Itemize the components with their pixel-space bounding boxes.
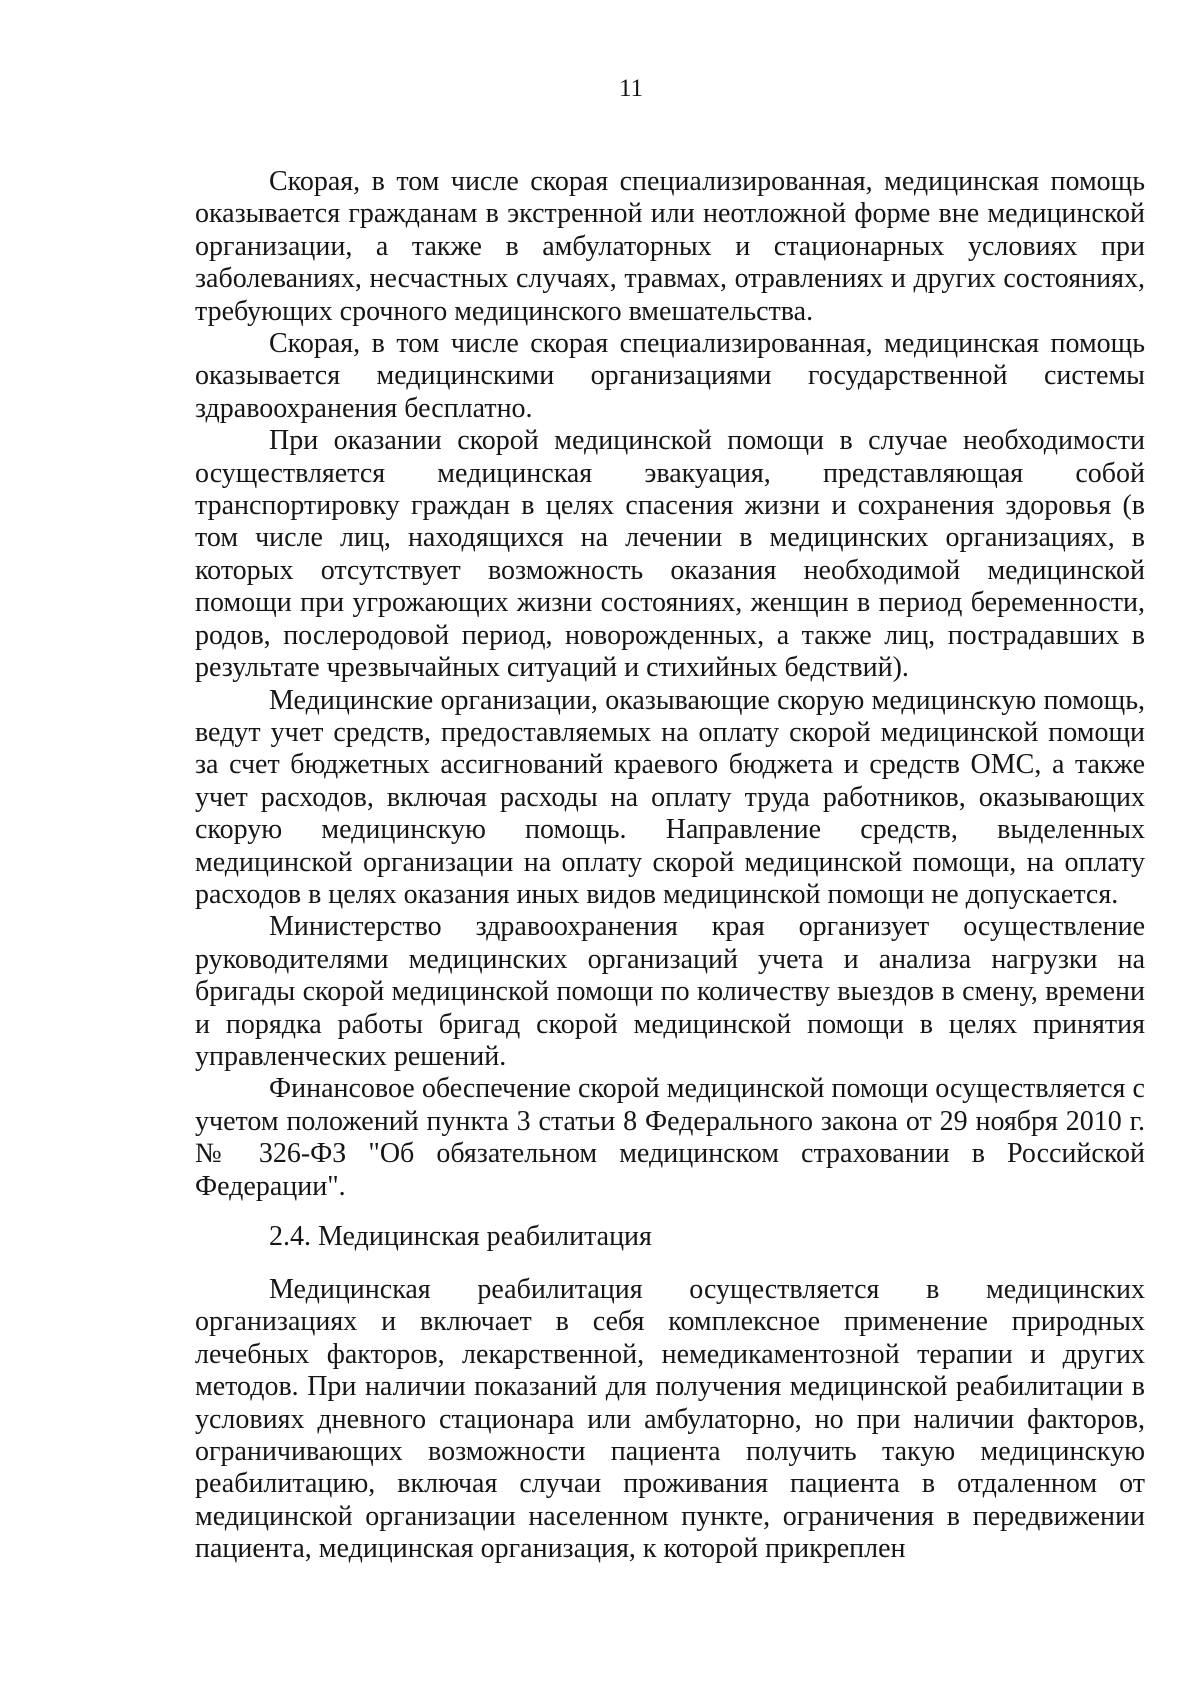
paragraph-rehabilitation: Медицинская реабилитация осуществляется в медицинских организациях и включает в себя комплексное применение природных лечебных факторов, лекарственной, немедикаментозной терапии и других методов. При наличии показаний для получения медицинской реабилитации в условиях дневного стационара или амбулаторно, но при наличии факторов, ограничивающих возможности пациента получить такую медицинскую реабилитацию, включая случаи проживания пациента в отдаленном от медицинской организации населенном пункте, ограничения в передвижении пациента, медицинская организация, к которой прикреплен <box>195 1274 1145 1565</box>
paragraph-free-of-charge: Скорая, в том числе скорая специализированная, медицинская помощь оказывается медицинскими организациями государственной системы здравоохранения бесплатно. <box>195 328 1145 424</box>
paragraph-ministry-workload: Министерство здравоохранения края организует осуществление руководителями медицинских организаций учета и анализа нагрузки на бригады скорой медицинской помощи по количеству выездов в смену, времени и порядка работы бригад скорой медицинской помощи в целях принятия управленческих решений. <box>195 911 1145 1072</box>
page-number: 11 <box>618 75 644 102</box>
paragraph-medical-evacuation: При оказании скорой медицинской помощи в случае необходимости осуществляется медицинская эвакуация, представляющая собой транспортировку граждан в целях спасения жизни и сохранения здоровья (в том числе лиц, находящихся на лечении в медицинских организациях, в которых отсутствует возможность оказания необходимой медицинской помощи при угрожающих жизни состояниях, женщин в период беременности, родов, послеродовой период, новорожденных, а также лиц, пострадавших в результате чрезвычайных ситуаций и стихийных бедствий). <box>195 425 1145 684</box>
section-heading: 2.4. Медицинская реабилитация <box>269 1221 652 1252</box>
paragraph-funds-accounting: Медицинские организации, оказывающие скорую медицинскую помощь, ведут учет средств, предоставляемых на оплату скорой медицинской помощи за счет бюджетных ассигнований краевого бюджета и средств ОМС, а также учет расходов, включая расходы на оплату труда работников, оказывающих скорую медицинскую помощь. Направление средств, выделенных медицинской организации на оплату скорой медицинской помощи, на оплату расходов в целях оказания иных видов медицинской помощи не допускается. <box>195 684 1145 910</box>
paragraph-ambulance-care: Скорая, в том числе скорая специализированная, медицинская помощь оказывается гражданам в экстренной или неотложной форме вне медицинской организации, а также в амбулаторных и стационарных условиях при заболеваниях, несчастных случаях, травмах, отравлениях и других состояниях, требующих срочного медицинского вмешательства. <box>195 166 1145 327</box>
document-body <box>195 166 1145 1566</box>
paragraph-financing: Финансовое обеспечение скорой медицинской помощи осуществляется с учетом положений пункта 3 статьи 8 Федерального закона от 29 ноября 2010 г. № 326-ФЗ "Об обязательном медицинском страховании в Российской Федерации". <box>195 1073 1145 1202</box>
